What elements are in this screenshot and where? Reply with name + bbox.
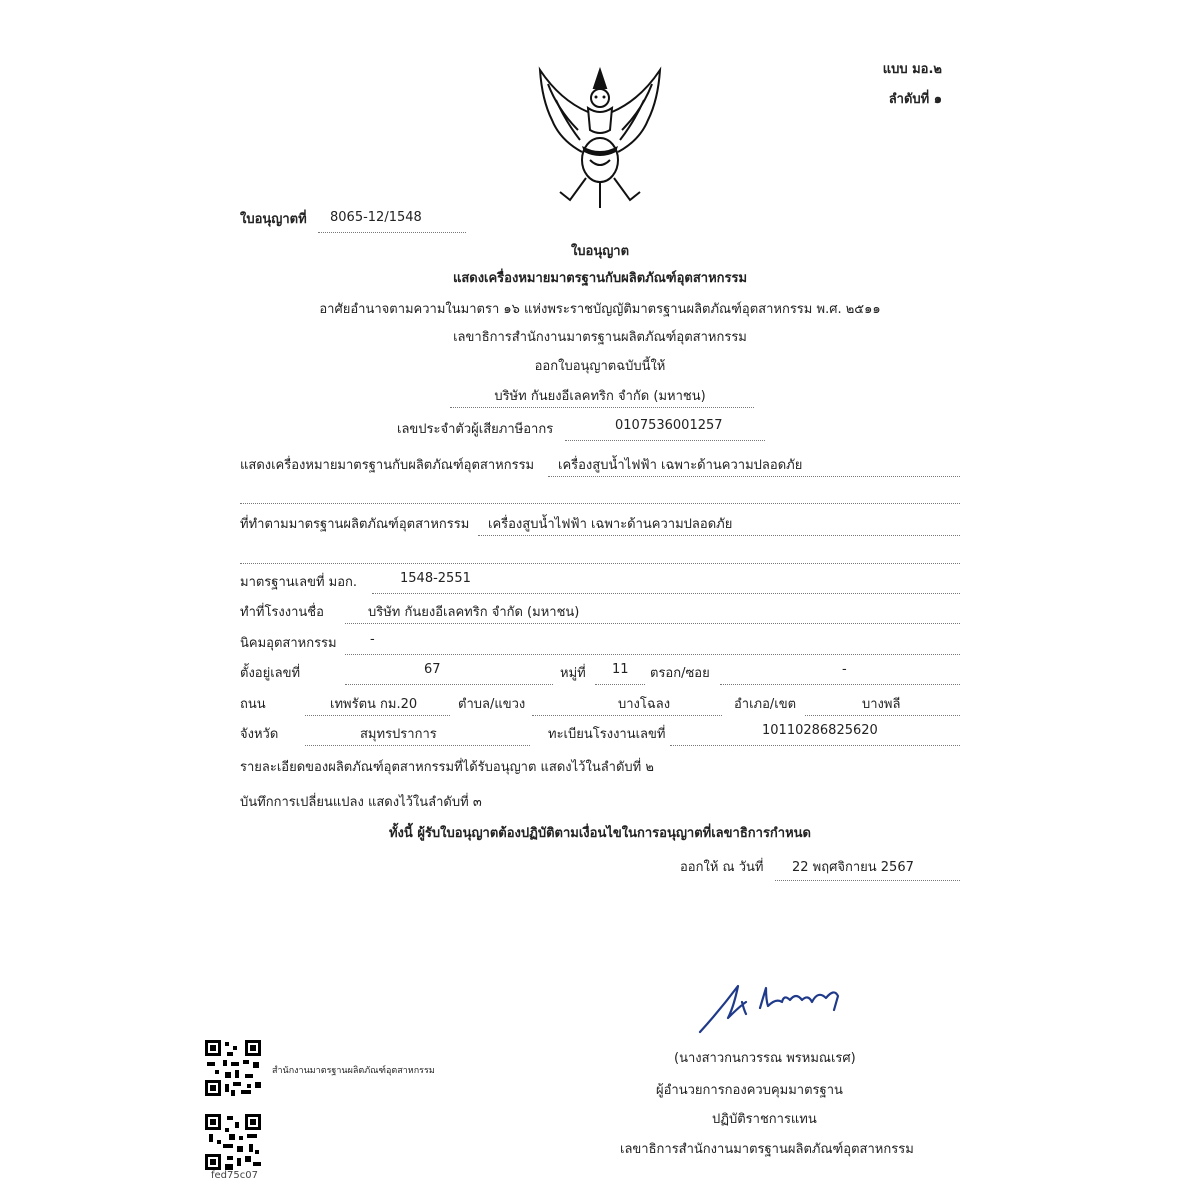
- road-value: เทพรัตน กม.20: [330, 697, 418, 712]
- footer-office: สำนักงานมาตรฐานผลิตภัณฑ์อุตสาหกรรม: [272, 1066, 435, 1076]
- subdistrict-dotline: [532, 715, 722, 716]
- soi-value: -: [842, 662, 847, 677]
- authority-text: อาศัยอำนาจตามความในมาตรา ๑๖ แห่งพระราชบัญญัติมาตรฐานผลิตภัณฑ์อุตสาหกรรม พ.ศ. ๒๕๑๑: [319, 302, 881, 317]
- tax-id-value: 0107536001257: [615, 418, 723, 433]
- issued-label: ออกให้ ณ วันที่: [680, 860, 764, 875]
- soi-label: ตรอก/ซอย: [650, 666, 710, 681]
- district-label: อำเภอ/เขต: [734, 697, 797, 712]
- factory-label: ทำที่โรงงานชื่อ: [240, 605, 324, 620]
- made-value: เครื่องสูบน้ำไฟฟ้า เฉพาะด้านความปลอดภัย: [488, 517, 733, 532]
- tax-id-dotline: [565, 440, 765, 441]
- form-sequence: ลำดับที่ ๑: [888, 92, 942, 107]
- standard-value: 1548-2551: [400, 571, 471, 586]
- standard-dotline: [372, 593, 960, 594]
- made-dotline: [478, 535, 960, 536]
- qr-code-icon[interactable]: [205, 1040, 261, 1096]
- signatory-position: ผู้อำนวยการกองควบคุมมาตรฐาน: [656, 1083, 843, 1098]
- license-no-label: ใบอนุญาตที่: [240, 212, 307, 227]
- subdistrict-value: บางโฉลง: [618, 697, 671, 712]
- province-dotline: [305, 745, 530, 746]
- display-dotline: [548, 476, 960, 477]
- address-no-value: 67: [424, 662, 441, 677]
- footer-code: fed75c07: [211, 1170, 258, 1181]
- display-label: แสดงเครื่องหมายมาตรฐานกับผลิตภัณฑ์อุตสาหกรรม: [240, 458, 535, 473]
- issuer-text: เลขาธิการสำนักงานมาตรฐานผลิตภัณฑ์อุตสาหกรรม: [453, 330, 747, 345]
- moo-dotline: [595, 684, 645, 685]
- factory-value: บริษัท กันยงอีเลคทริก จำกัด (มหาชน): [368, 605, 580, 620]
- license-no-dotline: [318, 232, 466, 233]
- factory-reg-dotline: [670, 745, 960, 746]
- moo-label: หมู่ที่: [560, 666, 586, 681]
- standard-label: มาตรฐานเลขที่ มอก.: [240, 575, 358, 590]
- document-title: ใบอนุญาต: [570, 244, 630, 259]
- display-dotline-2: [240, 503, 960, 504]
- change-reference: บันทึกการเปลี่ยนแปลง แสดงไว้ในลำดับที่ ๓: [240, 795, 482, 810]
- detail-reference: รายละเอียดของผลิตภัณฑ์อุตสาหกรรมที่ได้รับอนุญาต แสดงไว้ในลำดับที่ ๒: [240, 760, 654, 775]
- road-dotline: [305, 715, 450, 716]
- road-label: ถนน: [240, 697, 266, 712]
- factory-reg-label: ทะเบียนโรงงานเลขที่: [548, 727, 666, 742]
- signatory-acting: ปฏิบัติราชการแทน: [712, 1112, 817, 1127]
- garuda-emblem-icon: [530, 60, 670, 210]
- address-no-dotline: [345, 684, 553, 685]
- address-no-label: ตั้งอยู่เลขที่: [240, 666, 301, 681]
- issued-dotline: [775, 880, 960, 881]
- tax-id-label: เลขประจำตัวผู้เสียภาษีอากร: [397, 422, 554, 437]
- estate-label: นิคมอุตสาหกรรม: [240, 636, 337, 651]
- district-value: บางพลี: [862, 697, 901, 712]
- display-value: เครื่องสูบน้ำไฟฟ้า เฉพาะด้านความปลอดภัย: [558, 458, 803, 473]
- form-code: แบบ มอ.๒: [882, 62, 942, 77]
- signatory-for: เลขาธิการสำนักงานมาตรฐานผลิตภัณฑ์อุตสาหกรรม: [620, 1142, 914, 1157]
- document-subtitle: แสดงเครื่องหมายมาตรฐานกับผลิตภัณฑ์อุตสาหกรรม: [452, 271, 748, 286]
- licensee-dotline: [450, 407, 754, 408]
- subdistrict-label: ตำบล/แขวง: [458, 697, 526, 712]
- qr-code-secondary-icon[interactable]: [205, 1114, 261, 1170]
- district-dotline: [805, 715, 960, 716]
- issue-to-text: ออกใบอนุญาตฉบับนี้ให้: [534, 359, 666, 374]
- made-label: ที่ทำตามมาตรฐานผลิตภัณฑ์อุตสาหกรรม: [240, 517, 470, 532]
- moo-value: 11: [612, 662, 629, 677]
- province-value: สมุทรปราการ: [360, 727, 437, 742]
- issued-date: 22 พฤศจิกายน 2567: [792, 860, 914, 875]
- license-no-value: 8065-12/1548: [330, 210, 422, 225]
- estate-value: -: [370, 632, 375, 647]
- province-label: จังหวัด: [240, 727, 279, 742]
- made-dotline-2: [240, 563, 960, 564]
- signature: [698, 980, 858, 1040]
- condition-text: ทั้งนี้ ผู้รับใบอนุญาตต้องปฏิบัติตามเงื่อนไขในการอนุญาตที่เลขาธิการกำหนด: [388, 826, 811, 841]
- licensee-company: บริษัท กันยงอีเลคทริก จำกัด (มหาชน): [494, 389, 706, 404]
- factory-reg-value: 10110286825620: [762, 723, 878, 738]
- estate-dotline: [345, 654, 960, 655]
- factory-dotline: [345, 623, 960, 624]
- signatory-name: (นางสาวกนกวรรณ พรหมณเรศ): [674, 1051, 856, 1066]
- soi-dotline: [720, 684, 960, 685]
